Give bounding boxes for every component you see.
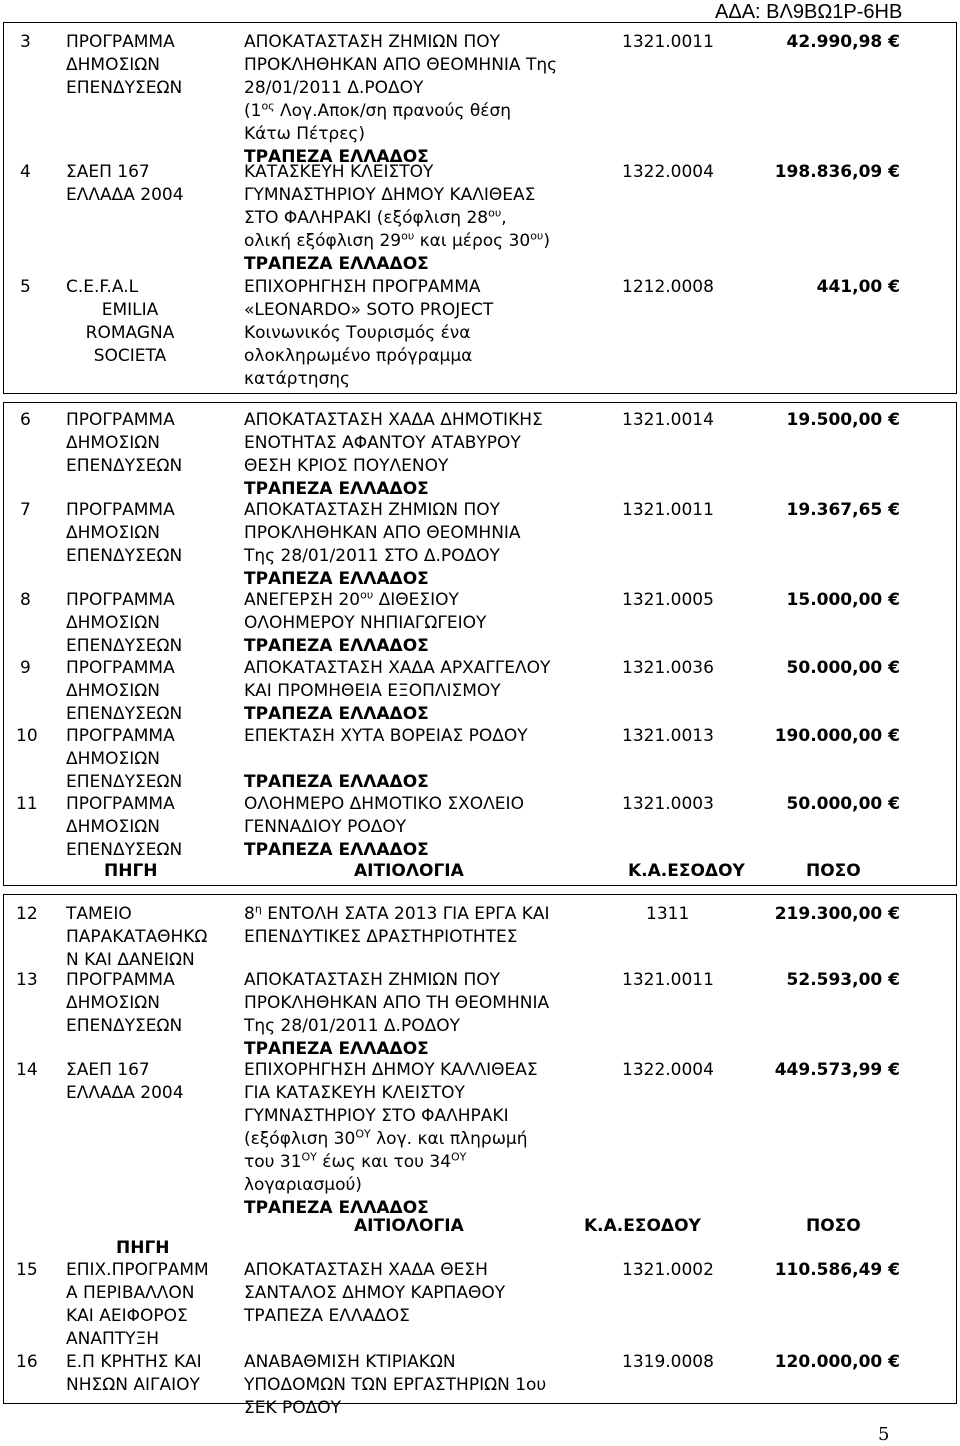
bank-label: ΤΡΑΠΕΖΑ ΕΛΛΑΔΟΣ [244, 636, 429, 656]
source-cell [66, 969, 226, 1038]
description-cell [244, 276, 604, 391]
row-number: 3 [20, 32, 31, 52]
source-line: ΠΡΟΓΡΑΜΜΑ [66, 500, 175, 520]
source-line: ΕΠΙΧ.ΠΡΟΓΡΑΜΜ [66, 1260, 209, 1280]
text-part: ΑΝΕΓΕΡΣΗ 20 [244, 590, 361, 610]
source-cell [66, 725, 226, 794]
row-number: 14 [16, 1060, 38, 1080]
superscript: ου [360, 588, 374, 602]
description-line [244, 903, 604, 926]
description-cell [244, 903, 604, 949]
superscript: ου [401, 229, 415, 243]
description-line: ΟΛΟΗΜΕΡΟ ΔΗΜΟΤΙΚΟ ΣΧΟΛΕΙΟ [244, 794, 524, 814]
description-line: ΑΠΟΚΑΤΑΣΤΑΣΗ ΧΑΔΑ ΑΡΧΑΓΓΕΛΟΥ [244, 658, 551, 678]
header-code: Κ.Α.ΕΣΟΔΟΥ [628, 861, 745, 881]
description-line: ΑΠΟΚΑΤΑΣΤΑΣΗ ΖΗΜΙΩΝ ΠΟΥ [244, 970, 501, 990]
description-line: ΠΡΟΚΛΗΘΗΚΑΝ ΑΠΟ ΘΕΟΜΗΝΙΑ Της [244, 55, 558, 75]
ada-code: ΑΔΑ: ΒΛ9ΒΩ1Ρ-6ΗΒ [715, 1, 903, 23]
description-cell [244, 589, 604, 658]
text-part: λογ. και πληρωμή [370, 1129, 528, 1149]
row-number: 9 [20, 658, 31, 678]
source-cell [66, 31, 226, 100]
source-cell [66, 161, 226, 207]
row-number: 16 [16, 1352, 38, 1372]
bank-label: ΤΡΑΠΕΖΑ ΕΛΛΑΔΟΣ [244, 569, 429, 589]
description-line: ΑΠΟΚΑΤΑΣΤΑΣΗ ΖΗΜΙΩΝ ΠΟΥ [244, 32, 501, 52]
source-line: ΣΑΕΠ 167 [66, 1060, 150, 1080]
source-line: ΠΑΡΑΚΑΤΑΘΗΚΩ [66, 927, 208, 947]
description-line: «LEONARDO» SOTO PROJECT [244, 300, 494, 320]
row-number: 11 [16, 794, 38, 814]
row-number: 10 [16, 726, 38, 746]
description-cell [244, 725, 604, 794]
description-cell [244, 793, 604, 862]
page-number: 5 [878, 1424, 890, 1445]
text-part: (1 [244, 101, 262, 121]
description-line: ΤΡΑΠΕΖΑ ΕΛΛΑΔΟΣ [244, 1306, 410, 1326]
description-cell [244, 1259, 604, 1328]
source-line: C.E.F.A.L [66, 277, 139, 297]
superscript: ου [488, 206, 502, 220]
source-line: ΕΠΕΝΔΥΣΕΩΝ [66, 840, 183, 860]
description-line: ΓΕΝΝΑΔΙΟΥ ΡΟΔΟΥ [244, 817, 407, 837]
description-line: ΟΛΟΗΜΕΡΟΥ ΝΗΠΙΑΓΩΓΕΙΟΥ [244, 613, 487, 633]
amount: 50.000,00 € [734, 793, 900, 816]
header-source: ΠΗΓΗ [116, 1238, 170, 1258]
source-line: Ν ΚΑΙ ΔΑΝΕΙΩΝ [66, 950, 195, 970]
text-part: ) [543, 231, 550, 251]
source-line: ΕΠΕΝΔΥΣΕΩΝ [66, 546, 183, 566]
bank-label: ΤΡΑΠΕΖΑ ΕΛΛΑΔΟΣ [244, 1039, 429, 1059]
text-part: Λογ.Αποκ/ση πρανούς θέση [274, 101, 511, 121]
description-line [244, 589, 604, 612]
superscript: ου [530, 229, 544, 243]
source-line: ΕΠΕΝΔΥΣΕΩΝ [66, 1016, 183, 1036]
source-line: ΠΡΟΓΡΑΜΜΑ [66, 590, 175, 610]
superscript: ΟΥ [301, 1150, 317, 1164]
revenue-code: 1319.0008 [622, 1352, 714, 1372]
header-reason: ΑΙΤΙΟΛΟΓΙΑ [354, 1216, 464, 1236]
source-line: ΔΗΜΟΣΙΩΝ [66, 55, 160, 75]
text-part: , [501, 208, 507, 228]
source-line: ΕΠΕΝΔΥΣΕΩΝ [66, 636, 183, 656]
bank-label: ΤΡΑΠΕΖΑ ΕΛΛΑΔΟΣ [244, 254, 429, 274]
amount: 52.593,00 € [734, 969, 900, 992]
bank-label: ΤΡΑΠΕΖΑ ΕΛΛΑΔΟΣ [244, 1198, 429, 1218]
row-number: 4 [20, 162, 31, 182]
source-cell [66, 1351, 226, 1397]
spacer [244, 748, 604, 771]
source-cell [66, 409, 226, 478]
source-line: ΚΑΙ ΑΕΙΦΟΡΟΣ [66, 1306, 188, 1326]
source-line: ΕΠΕΝΔΥΣΕΩΝ [66, 772, 183, 792]
source-cell [66, 793, 226, 862]
source-line: ΤΑΜΕΙΟ [66, 904, 132, 924]
row-number: 7 [20, 500, 31, 520]
amount: 219.300,00 € [734, 903, 900, 926]
source-line: ΠΡΟΓΡΑΜΜΑ [66, 32, 175, 52]
revenue-code: 1321.0036 [622, 658, 714, 678]
description-line [244, 1151, 604, 1174]
source-line: ΔΗΜΟΣΙΩΝ [66, 681, 160, 701]
description-cell [244, 1351, 604, 1420]
revenue-code: 1321.0003 [622, 794, 714, 814]
source-line: ΕΠΕΝΔΥΣΕΩΝ [66, 456, 183, 476]
description-line: ΓΥΜΝΑΣΤΗΡΙΟΥ ΣΤΟ ΦΑΛΗΡΑΚΙ [244, 1106, 509, 1126]
source-line: Α ΠΕΡΙΒΑΛΛΟΝ [66, 1283, 195, 1303]
description-line [244, 230, 604, 253]
description-line: ΕΠΙΧΟΡΗΓΗΣΗ ΠΡΟΓΡΑΜΜΑ [244, 277, 481, 297]
superscript: ΟΥ [451, 1150, 467, 1164]
table-section-1 [3, 22, 957, 394]
revenue-code: 1321.0011 [622, 32, 714, 52]
superscript: ος [261, 99, 275, 113]
row-number: 15 [16, 1260, 38, 1280]
amount: 441,00 € [734, 276, 900, 299]
description-cell [244, 1059, 604, 1220]
source-line: ΔΗΜΟΣΙΩΝ [66, 613, 160, 633]
text-part: έως και του 34 [316, 1152, 452, 1172]
table-section-3 [3, 894, 957, 1418]
source-line: ΔΗΜΟΣΙΩΝ [66, 749, 160, 769]
amount: 19.500,00 € [734, 409, 900, 432]
bank-label: ΤΡΑΠΕΖΑ ΕΛΛΑΔΟΣ [244, 147, 429, 167]
source-line: ΠΡΟΓΡΑΜΜΑ [66, 410, 175, 430]
row-number: 12 [16, 904, 38, 924]
description-line: ΠΡΟΚΛΗΘΗΚΑΝ ΑΠΟ ΤΗ ΘΕΟΜΗΝΙΑ [244, 993, 550, 1013]
description-line: ΥΠΟΔΟΜΩΝ ΤΩΝ ΕΡΓΑΣΤΗΡΙΩΝ 1ου [244, 1375, 547, 1395]
description-line: ΑΠΟΚΑΤΑΣΤΑΣΗ ΧΑΔΑ ΔΗΜΟΤΙΚΗΣ [244, 410, 543, 430]
description-line: Της 28/01/2011 ΣΤΟ Δ.ΡΟΔΟΥ [244, 546, 500, 566]
description-line: λογαριασμού) [244, 1175, 362, 1195]
description-line: ΘΕΣΗ ΚΡΙΟΣ ΠΟΥΛΕΝΟΥ [244, 456, 449, 476]
revenue-code: 1321.0005 [622, 590, 714, 610]
source-line: ΔΗΜΟΣΙΩΝ [66, 523, 160, 543]
text-part: ΣΤΟ ΦΑΛΗΡΑΚΙ (εξόφλιση 28 [244, 208, 489, 228]
description-line [244, 207, 604, 230]
source-line: ΣΑΕΠ 167 [66, 162, 150, 182]
revenue-code: 1321.0014 [622, 410, 714, 430]
description-line: ΕΠΕΚΤΑΣΗ ΧΥΤΑ ΒΟΡΕΙΑΣ ΡΟΔΟΥ [244, 726, 528, 746]
row-number: 5 [20, 277, 31, 297]
amount: 120.000,00 € [734, 1351, 900, 1374]
description-cell [244, 31, 604, 169]
source-line: ΔΗΜΟΣΙΩΝ [66, 993, 160, 1013]
source-line: ΠΡΟΓΡΑΜΜΑ [66, 970, 175, 990]
amount: 449.573,99 € [734, 1059, 900, 1082]
text-part: ΕΝΤΟΛΗ ΣΑΤΑ 2013 ΓΙΑ ΕΡΓΑ ΚΑΙ [261, 904, 550, 924]
description-line: ΑΠΟΚΑΤΑΣΤΑΣΗ ΧΑΔΑ ΘΕΣΗ [244, 1260, 488, 1280]
header-source: ΠΗΓΗ [104, 861, 158, 881]
description-line: ΓΙΑ ΚΑΤΑΣΚΕΥΗ ΚΛΕΙΣΤΟΥ [244, 1083, 465, 1103]
text-part: ολική εξόφλιση 29 [244, 231, 402, 251]
superscript: η [254, 902, 262, 916]
amount: 19.367,65 € [734, 499, 900, 522]
header-code: Κ.Α.ΕΣΟΔΟΥ [584, 1216, 701, 1236]
bank-label: ΤΡΑΠΕΖΑ ΕΛΛΑΔΟΣ [244, 704, 429, 724]
description-line: κατάρτησης [244, 369, 350, 389]
text-part: του 31 [244, 1152, 302, 1172]
amount: 198.836,09 € [734, 161, 900, 184]
bank-label: ΤΡΑΠΕΖΑ ΕΛΛΑΔΟΣ [244, 772, 429, 792]
source-line: ΔΗΜΟΣΙΩΝ [66, 817, 160, 837]
superscript: ΟΥ [355, 1127, 371, 1141]
description-cell [244, 499, 604, 591]
description-cell [244, 969, 604, 1061]
source-line: ROMAGNA [85, 323, 175, 343]
source-line: ΕΛΛΑΔΑ 2004 [66, 1083, 184, 1103]
description-line: Κοινωνικός Τουρισμός ένα [244, 323, 471, 343]
bank-label: ΤΡΑΠΕΖΑ ΕΛΛΑΔΟΣ [244, 840, 429, 860]
description-line: ΓΥΜΝΑΣΤΗΡΙΟΥ ΔΗΜΟΥ ΚΑΛΙΘΕΑΣ [244, 185, 536, 205]
description-line: ολοκληρωμένο πρόγραμμα [244, 346, 473, 366]
text-part: και μέρος 30 [414, 231, 531, 251]
header-reason: ΑΙΤΙΟΛΟΓΙΑ [354, 861, 464, 881]
source-cell [66, 276, 194, 368]
revenue-code: 1322.0004 [622, 1060, 714, 1080]
description-cell [244, 409, 604, 501]
description-line: ΑΠΟΚΑΤΑΣΤΑΣΗ ΖΗΜΙΩΝ ΠΟΥ [244, 500, 501, 520]
description-line: ΑΝΑΒΑΘΜΙΣΗ ΚΤΙΡΙΑΚΩΝ [244, 1352, 456, 1372]
description-cell [244, 657, 604, 726]
source-line: Ε.Π ΚΡΗΤΗΣ ΚΑΙ [66, 1352, 202, 1372]
revenue-code: 1321.0002 [622, 1260, 714, 1280]
description-line: ΣΕΚ ΡΟΔΟΥ [244, 1398, 342, 1418]
revenue-code: 1321.0011 [622, 500, 714, 520]
description-cell [244, 161, 604, 276]
table-section-2 [3, 402, 957, 886]
source-line: ΠΡΟΓΡΑΜΜΑ [66, 726, 175, 746]
description-line [244, 100, 604, 123]
source-cell [66, 499, 226, 568]
revenue-code: 1311 [646, 904, 690, 924]
source-cell [66, 1059, 226, 1105]
row-number: 6 [20, 410, 31, 430]
bank-label: ΤΡΑΠΕΖΑ ΕΛΛΑΔΟΣ [244, 479, 429, 499]
amount: 50.000,00 € [734, 657, 900, 680]
header-amount: ΠΟΣΟ [806, 861, 861, 881]
description-line: ΚΑΤΑΣΚΕΥΗ ΚΛΕΙΣΤΟΥ [244, 162, 434, 182]
source-cell [66, 657, 226, 726]
revenue-code: 1212.0008 [622, 277, 714, 297]
description-line: Της 28/01/2011 Δ.ΡΟΔΟΥ [244, 1016, 460, 1036]
revenue-code: 1321.0011 [622, 970, 714, 990]
description-line: ΠΡΟΚΛΗΘΗΚΑΝ ΑΠΟ ΘΕΟΜΗΝΙΑ [244, 523, 521, 543]
text-part: ΔΙΘΕΣΙΟΥ [373, 590, 459, 610]
source-line: SOCIETA [93, 346, 167, 366]
source-cell [66, 903, 226, 972]
source-line: ΕΠΕΝΔΥΣΕΩΝ [66, 78, 183, 98]
source-line: ΑΝΑΠΤΥΞΗ [66, 1329, 160, 1349]
description-line [244, 1128, 604, 1151]
source-cell [66, 589, 226, 658]
source-line: EMILIA [101, 300, 159, 320]
description-line: ΕΠΕΝΔΥΤΙΚΕΣ ΔΡΑΣΤΗΡΙΟΤΗΤΕΣ [244, 927, 518, 947]
description-line: ΚΑΙ ΠΡΟΜΗΘΕΙΑ ΕΞΟΠΛΙΣΜΟΥ [244, 681, 501, 701]
source-line: ΠΡΟΓΡΑΜΜΑ [66, 658, 175, 678]
amount: 110.586,49 € [734, 1259, 900, 1282]
source-line: ΔΗΜΟΣΙΩΝ [66, 433, 160, 453]
source-line: ΕΠΕΝΔΥΣΕΩΝ [66, 704, 183, 724]
description-line: Κάτω Πέτρες) [244, 124, 366, 144]
description-line: 28/01/2011 Δ.ΡΟΔΟΥ [244, 78, 424, 98]
text-part: 8 [244, 904, 255, 924]
description-line: ΕΠΙΧΟΡΗΓΗΣΗ ΔΗΜΟΥ ΚΑΛΛΙΘΕΑΣ [244, 1060, 538, 1080]
description-line: ΣΑΝΤΑΛΟΣ ΔΗΜΟΥ ΚΑΡΠΑΘΟΥ [244, 1283, 506, 1303]
source-line: ΝΗΣΩΝ ΑΙΓΑΙΟΥ [66, 1375, 200, 1395]
revenue-code: 1322.0004 [622, 162, 714, 182]
amount: 190.000,00 € [734, 725, 900, 748]
amount: 42.990,98 € [734, 31, 900, 54]
source-line: ΠΡΟΓΡΑΜΜΑ [66, 794, 175, 814]
row-number: 8 [20, 590, 31, 610]
header-amount: ΠΟΣΟ [806, 1216, 861, 1236]
row-number: 13 [16, 970, 38, 990]
text-part: (εξόφλιση 30 [244, 1129, 356, 1149]
revenue-code: 1321.0013 [622, 726, 714, 746]
amount: 15.000,00 € [734, 589, 900, 612]
source-cell [66, 1259, 226, 1351]
description-line: ΕΝΟΤΗΤΑΣ ΑΦΑΝΤΟΥ ΑΤΑΒΥΡΟΥ [244, 433, 521, 453]
source-line: ΕΛΛΑΔΑ 2004 [66, 185, 184, 205]
